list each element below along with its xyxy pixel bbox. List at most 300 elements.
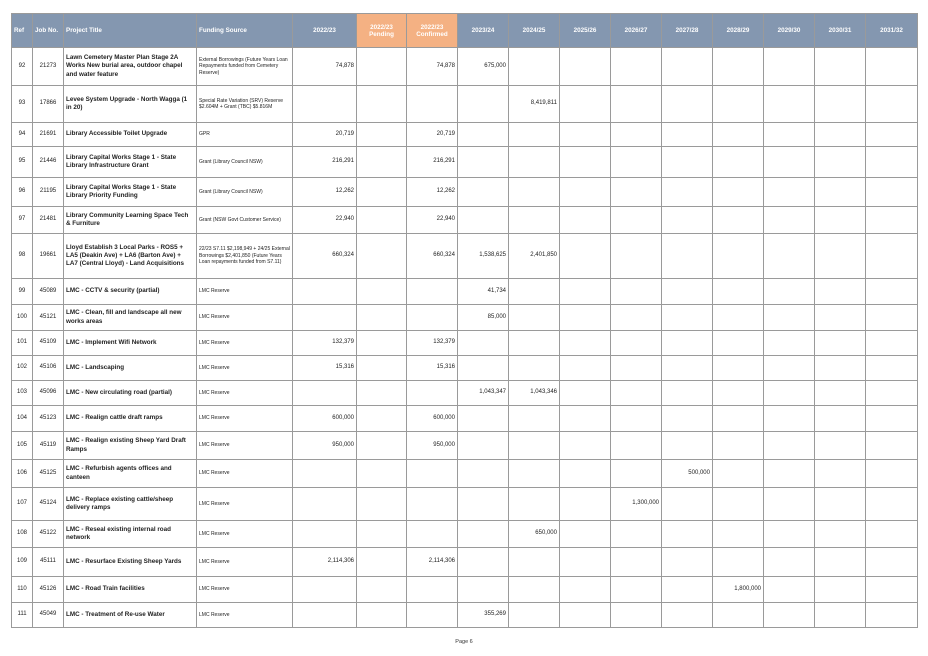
ref-cell: 96: [12, 178, 33, 207]
value-cell: [713, 178, 764, 207]
column-header: 2031/32: [866, 14, 918, 48]
value-cell: 660,324: [407, 234, 458, 279]
value-cell: [662, 488, 713, 521]
value-cell: [764, 178, 815, 207]
value-cell: 950,000: [407, 432, 458, 460]
job-number-cell: 45049: [33, 603, 64, 628]
job-number-cell: 45122: [33, 521, 64, 548]
table-row: [12, 406, 918, 432]
table-row: [12, 279, 918, 305]
value-cell: [357, 381, 407, 406]
value-cell: [866, 305, 918, 331]
value-cell: [764, 123, 815, 147]
column-header: 2026/27: [611, 14, 662, 48]
table-row: [12, 521, 918, 548]
funding-source-cell: LMC Reserve: [197, 548, 293, 577]
column-header: 2022/23 Confirmed: [407, 14, 458, 48]
table-row: [12, 178, 918, 207]
value-cell: [866, 460, 918, 488]
value-cell: [509, 279, 560, 305]
ref-cell: 97: [12, 207, 33, 234]
value-cell: [357, 234, 407, 279]
table-row: [12, 123, 918, 147]
value-cell: [866, 521, 918, 548]
value-cell: [611, 147, 662, 178]
funding-source-cell: GPR: [197, 123, 293, 147]
value-cell: [357, 305, 407, 331]
value-cell: [764, 488, 815, 521]
value-cell: [560, 331, 611, 356]
value-cell: [866, 178, 918, 207]
value-cell: [713, 356, 764, 381]
value-cell: [458, 86, 509, 123]
value-cell: [611, 577, 662, 603]
value-cell: [560, 548, 611, 577]
value-cell: [509, 406, 560, 432]
value-cell: [458, 178, 509, 207]
value-cell: [815, 406, 866, 432]
project-title-cell: Library Capital Works Stage 1 - State Library Priority Funding: [64, 178, 197, 207]
table-row: [12, 331, 918, 356]
value-cell: [611, 279, 662, 305]
value-cell: [815, 432, 866, 460]
value-cell: [611, 548, 662, 577]
value-cell: [764, 548, 815, 577]
project-title-cell: Levee System Upgrade - North Wagga (1 in 20): [64, 86, 197, 123]
value-cell: 500,000: [662, 460, 713, 488]
value-cell: [713, 86, 764, 123]
capital-works-sheet: [11, 13, 917, 628]
job-number-cell: 45111: [33, 548, 64, 577]
ref-cell: 101: [12, 331, 33, 356]
column-header: 2024/25: [509, 14, 560, 48]
value-cell: [357, 577, 407, 603]
value-cell: 1,300,000: [611, 488, 662, 521]
value-cell: [866, 123, 918, 147]
funding-source-cell: Grant (Library Council NSW): [197, 147, 293, 178]
value-cell: [611, 86, 662, 123]
table-row: [12, 305, 918, 331]
value-cell: [713, 488, 764, 521]
value-cell: [815, 603, 866, 628]
project-title-cell: LMC - Reseal existing internal road network: [64, 521, 197, 548]
value-cell: [357, 48, 407, 86]
value-cell: [713, 381, 764, 406]
value-cell: [662, 48, 713, 86]
table-row: [12, 86, 918, 123]
value-cell: [458, 460, 509, 488]
ref-cell: 108: [12, 521, 33, 548]
value-cell: [407, 381, 458, 406]
value-cell: [713, 521, 764, 548]
value-cell: [407, 521, 458, 548]
value-cell: [458, 356, 509, 381]
value-cell: [560, 234, 611, 279]
value-cell: [713, 279, 764, 305]
column-header: Ref: [12, 14, 33, 48]
value-cell: 660,324: [293, 234, 357, 279]
value-cell: [866, 279, 918, 305]
value-cell: [662, 234, 713, 279]
value-cell: [611, 460, 662, 488]
project-title-cell: LMC - CCTV & security (partial): [64, 279, 197, 305]
value-cell: [662, 432, 713, 460]
value-cell: [764, 279, 815, 305]
job-number-cell: 45096: [33, 381, 64, 406]
value-cell: [357, 178, 407, 207]
value-cell: [866, 234, 918, 279]
table-row: [12, 234, 918, 279]
value-cell: [713, 147, 764, 178]
project-title-cell: LMC - Road Train facilities: [64, 577, 197, 603]
value-cell: [764, 305, 815, 331]
ref-cell: 111: [12, 603, 33, 628]
table-body: [12, 48, 918, 628]
value-cell: 600,000: [293, 406, 357, 432]
table-row: [12, 356, 918, 381]
value-cell: 650,000: [509, 521, 560, 548]
value-cell: [713, 603, 764, 628]
value-cell: [815, 521, 866, 548]
value-cell: 20,719: [293, 123, 357, 147]
project-title-cell: Lawn Cemetery Master Plan Stage 2A Works New burial area, outdoor chapel and water feature: [64, 48, 197, 86]
value-cell: [764, 521, 815, 548]
value-cell: [815, 207, 866, 234]
value-cell: [815, 488, 866, 521]
project-title-cell: LMC - Treatment of Re-use Water: [64, 603, 197, 628]
value-cell: [815, 460, 866, 488]
ref-cell: 100: [12, 305, 33, 331]
project-title-cell: LMC - New circulating road (partial): [64, 381, 197, 406]
value-cell: [611, 123, 662, 147]
value-cell: [560, 279, 611, 305]
funding-source-cell: Grant (NSW Govt Customer Service): [197, 207, 293, 234]
value-cell: 1,043,346: [509, 381, 560, 406]
value-cell: [509, 356, 560, 381]
value-cell: [815, 48, 866, 86]
value-cell: 41,734: [458, 279, 509, 305]
value-cell: [357, 488, 407, 521]
table-header-row: [12, 14, 918, 48]
value-cell: [815, 123, 866, 147]
value-cell: [611, 48, 662, 86]
value-cell: [764, 577, 815, 603]
value-cell: [560, 356, 611, 381]
value-cell: [458, 577, 509, 603]
job-number-cell: 45123: [33, 406, 64, 432]
value-cell: [560, 48, 611, 86]
ref-cell: 102: [12, 356, 33, 381]
funding-source-cell: LMC Reserve: [197, 279, 293, 305]
value-cell: [293, 521, 357, 548]
value-cell: [458, 147, 509, 178]
value-cell: 132,379: [293, 331, 357, 356]
column-header: 2030/31: [815, 14, 866, 48]
value-cell: [815, 356, 866, 381]
table-row: [12, 381, 918, 406]
ref-cell: 95: [12, 147, 33, 178]
value-cell: [815, 178, 866, 207]
value-cell: [357, 86, 407, 123]
column-header: 2025/26: [560, 14, 611, 48]
value-cell: 132,379: [407, 331, 458, 356]
value-cell: [815, 548, 866, 577]
value-cell: 12,262: [407, 178, 458, 207]
column-header: 2023/24: [458, 14, 509, 48]
value-cell: [611, 331, 662, 356]
value-cell: [560, 381, 611, 406]
value-cell: [611, 406, 662, 432]
value-cell: [458, 406, 509, 432]
value-cell: [662, 123, 713, 147]
value-cell: [713, 48, 764, 86]
project-title-cell: LMC - Refurbish agents offices and canteen: [64, 460, 197, 488]
ref-cell: 93: [12, 86, 33, 123]
column-header: 2027/28: [662, 14, 713, 48]
value-cell: [458, 521, 509, 548]
funding-source-cell: LMC Reserve: [197, 577, 293, 603]
project-title-cell: LMC - Implement Wifi Network: [64, 331, 197, 356]
value-cell: [560, 207, 611, 234]
value-cell: [357, 603, 407, 628]
value-cell: [357, 406, 407, 432]
value-cell: [611, 603, 662, 628]
value-cell: [611, 381, 662, 406]
value-cell: [866, 432, 918, 460]
value-cell: [509, 432, 560, 460]
project-title-cell: Lloyd Establish 3 Local Parks - ROS5 + LA5 (Deakin Ave) + LA6 (Barton Ave) + LA7 (Central Lloyd) - Land Acquisitions: [64, 234, 197, 279]
value-cell: [293, 577, 357, 603]
ref-cell: 92: [12, 48, 33, 86]
table-row: [12, 603, 918, 628]
value-cell: [764, 48, 815, 86]
value-cell: [662, 331, 713, 356]
value-cell: [662, 86, 713, 123]
job-number-cell: 17866: [33, 86, 64, 123]
value-cell: [764, 460, 815, 488]
value-cell: 8,419,811: [509, 86, 560, 123]
funding-source-cell: LMC Reserve: [197, 603, 293, 628]
value-cell: [611, 305, 662, 331]
value-cell: [611, 207, 662, 234]
value-cell: 675,000: [458, 48, 509, 86]
value-cell: [509, 147, 560, 178]
value-cell: [509, 331, 560, 356]
table-row: [12, 577, 918, 603]
value-cell: [509, 305, 560, 331]
value-cell: [357, 147, 407, 178]
value-cell: 1,043,347: [458, 381, 509, 406]
value-cell: [662, 178, 713, 207]
ref-cell: 107: [12, 488, 33, 521]
value-cell: [662, 577, 713, 603]
table-row: [12, 432, 918, 460]
value-cell: [407, 460, 458, 488]
value-cell: [560, 406, 611, 432]
funding-source-cell: LMC Reserve: [197, 488, 293, 521]
funding-source-cell: LMC Reserve: [197, 331, 293, 356]
value-cell: [293, 381, 357, 406]
ref-cell: 103: [12, 381, 33, 406]
value-cell: [293, 460, 357, 488]
value-cell: [293, 86, 357, 123]
value-cell: [713, 331, 764, 356]
value-cell: [357, 432, 407, 460]
value-cell: [866, 331, 918, 356]
value-cell: [509, 603, 560, 628]
project-title-cell: LMC - Landscaping: [64, 356, 197, 381]
job-number-cell: 45121: [33, 305, 64, 331]
job-number-cell: 21446: [33, 147, 64, 178]
job-number-cell: 45089: [33, 279, 64, 305]
value-cell: [509, 488, 560, 521]
value-cell: 15,316: [293, 356, 357, 381]
project-title-cell: LMC - Realign existing Sheep Yard Draft Ramps: [64, 432, 197, 460]
table-row: [12, 548, 918, 577]
value-cell: [560, 603, 611, 628]
value-cell: 22,940: [407, 207, 458, 234]
value-cell: [713, 460, 764, 488]
value-cell: [560, 521, 611, 548]
ref-cell: 110: [12, 577, 33, 603]
value-cell: [560, 147, 611, 178]
value-cell: [509, 48, 560, 86]
value-cell: 74,878: [407, 48, 458, 86]
value-cell: [293, 305, 357, 331]
value-cell: [611, 356, 662, 381]
job-number-cell: 45125: [33, 460, 64, 488]
value-cell: [866, 48, 918, 86]
value-cell: [357, 123, 407, 147]
value-cell: [866, 147, 918, 178]
value-cell: [815, 279, 866, 305]
value-cell: [407, 577, 458, 603]
value-cell: [407, 305, 458, 331]
value-cell: [866, 381, 918, 406]
value-cell: [407, 488, 458, 521]
column-header: Job No.: [33, 14, 64, 48]
value-cell: [560, 178, 611, 207]
job-number-cell: 19661: [33, 234, 64, 279]
value-cell: [407, 279, 458, 305]
value-cell: [293, 488, 357, 521]
value-cell: [407, 86, 458, 123]
project-title-cell: LMC - Resurface Existing Sheep Yards: [64, 548, 197, 577]
value-cell: [815, 305, 866, 331]
value-cell: [458, 207, 509, 234]
value-cell: [662, 305, 713, 331]
ref-cell: 105: [12, 432, 33, 460]
value-cell: [560, 577, 611, 603]
job-number-cell: 21195: [33, 178, 64, 207]
value-cell: [611, 521, 662, 548]
value-cell: [293, 603, 357, 628]
value-cell: [662, 406, 713, 432]
column-header: Project Title: [64, 14, 197, 48]
value-cell: [815, 147, 866, 178]
value-cell: [764, 207, 815, 234]
value-cell: [815, 234, 866, 279]
value-cell: [458, 123, 509, 147]
value-cell: [458, 331, 509, 356]
job-number-cell: 45124: [33, 488, 64, 521]
value-cell: [611, 432, 662, 460]
value-cell: [764, 432, 815, 460]
value-cell: [357, 521, 407, 548]
job-number-cell: 45119: [33, 432, 64, 460]
funding-source-cell: LMC Reserve: [197, 406, 293, 432]
value-cell: [357, 279, 407, 305]
value-cell: [357, 548, 407, 577]
value-cell: [662, 279, 713, 305]
value-cell: 2,401,850: [509, 234, 560, 279]
value-cell: [662, 381, 713, 406]
column-header: 2029/30: [764, 14, 815, 48]
table-row: [12, 488, 918, 521]
job-number-cell: 21273: [33, 48, 64, 86]
value-cell: [764, 234, 815, 279]
value-cell: [560, 305, 611, 331]
project-title-cell: Library Community Learning Space Tech & Furniture: [64, 207, 197, 234]
value-cell: 355,269: [458, 603, 509, 628]
capital-works-table: [11, 13, 918, 628]
job-number-cell: 45126: [33, 577, 64, 603]
ref-cell: 99: [12, 279, 33, 305]
funding-source-cell: LMC Reserve: [197, 381, 293, 406]
value-cell: [866, 86, 918, 123]
value-cell: 20,719: [407, 123, 458, 147]
value-cell: [866, 356, 918, 381]
project-title-cell: LMC - Realign cattle draft ramps: [64, 406, 197, 432]
job-number-cell: 45109: [33, 331, 64, 356]
value-cell: [764, 356, 815, 381]
value-cell: [713, 207, 764, 234]
value-cell: [815, 86, 866, 123]
value-cell: [509, 123, 560, 147]
table-row: [12, 147, 918, 178]
ref-cell: 94: [12, 123, 33, 147]
value-cell: [293, 279, 357, 305]
ref-cell: 104: [12, 406, 33, 432]
column-header: 2022/23 Pending: [357, 14, 407, 48]
value-cell: [458, 488, 509, 521]
value-cell: 2,114,306: [293, 548, 357, 577]
value-cell: [764, 86, 815, 123]
value-cell: [713, 548, 764, 577]
value-cell: [764, 381, 815, 406]
value-cell: 22,940: [293, 207, 357, 234]
value-cell: 1,800,000: [713, 577, 764, 603]
ref-cell: 109: [12, 548, 33, 577]
value-cell: [866, 207, 918, 234]
table-row: [12, 460, 918, 488]
value-cell: [662, 207, 713, 234]
value-cell: 1,538,625: [458, 234, 509, 279]
value-cell: 600,000: [407, 406, 458, 432]
value-cell: [764, 147, 815, 178]
funding-source-cell: LMC Reserve: [197, 356, 293, 381]
project-title-cell: Library Accessible Toilet Upgrade: [64, 123, 197, 147]
value-cell: [764, 603, 815, 628]
value-cell: [611, 178, 662, 207]
value-cell: 216,291: [293, 147, 357, 178]
value-cell: [815, 331, 866, 356]
value-cell: [866, 603, 918, 628]
value-cell: [662, 603, 713, 628]
value-cell: [866, 488, 918, 521]
ref-cell: 98: [12, 234, 33, 279]
page-number: Page 6: [455, 639, 473, 645]
